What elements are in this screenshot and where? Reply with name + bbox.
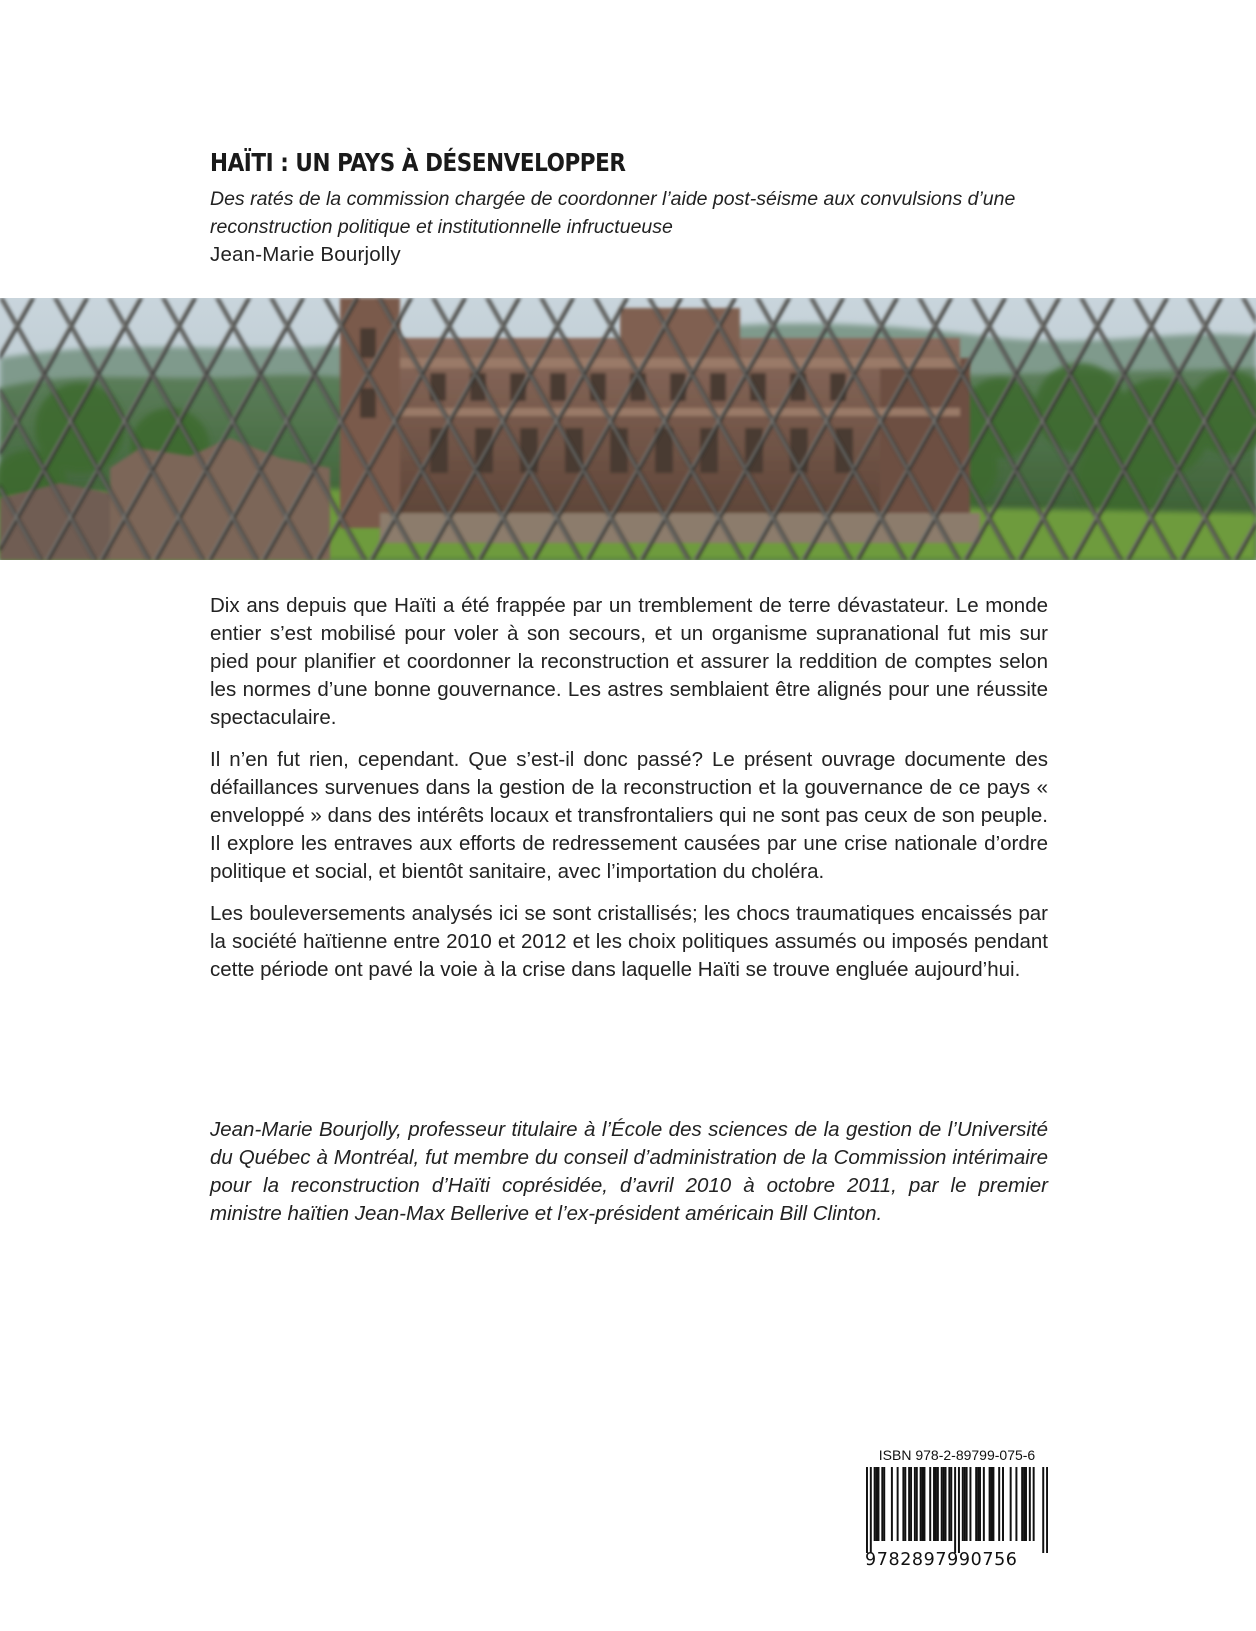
cover-photo — [0, 298, 1256, 560]
barcode-bar — [975, 1467, 977, 1541]
barcode-bar — [1029, 1467, 1031, 1541]
barcode-bar — [998, 1467, 1000, 1541]
barcode-bar — [933, 1467, 935, 1541]
barcode-bar — [941, 1467, 943, 1541]
book-title: HAÏTI : UN PAYS À DÉSENVELOPPER — [210, 148, 626, 177]
barcode-bar — [983, 1467, 985, 1541]
description-paragraph: Dix ans depuis que Haïti a été frappée par un tremblement de terre dévastateur. Le monde entier s’est mobilisé pour voler à son secours, et un organisme supranational fut mis sur pied pour planifier et coordonner la reconstruction et assurer la reddition de comptes selon les normes d’une bonne gouvernance. Les astres semblaient être alignés pour une réussite spectaculaire. — [210, 594, 1048, 729]
barcode-bar — [920, 1467, 922, 1541]
barcode-bar — [1023, 1467, 1025, 1541]
description — [210, 592, 1048, 998]
barcode-bar — [914, 1467, 916, 1541]
barcode-bar — [904, 1467, 906, 1541]
description-paragraph: Il n’en fut rien, cependant. Que s’est-il donc passé? Le présent ouvrage documente des défaillances survenues dans la gestion de la reconstruction et la gouvernance de ce pays « enveloppé » dans des intérêts locaux et transfrontaliers qui ne sont pas ceux de son peuple. Il explore les entraves aux efforts de redressement causées par une crise nationale d’ordre politique et social, et bientôt sanitaire, avec l’importation du choléra. — [210, 748, 1048, 883]
isbn-label: ISBN 978-2-89799-075-6 — [878, 1447, 1036, 1463]
barcode-bar — [910, 1467, 912, 1541]
ruins-behind-fence-image — [0, 298, 1256, 560]
barcode-bar — [977, 1467, 979, 1541]
barcode-bar — [1021, 1467, 1023, 1541]
barcode-bar — [945, 1467, 947, 1541]
barcode-bar — [969, 1467, 971, 1541]
barcode-bar — [958, 1467, 960, 1553]
barcode-bar — [874, 1467, 876, 1541]
barcode-bar — [922, 1467, 924, 1541]
barcode-bar — [989, 1467, 991, 1541]
barcode-bar — [883, 1467, 885, 1541]
barcode-bar — [916, 1467, 918, 1541]
author-bio: Jean-Marie Bourjolly, professeur titulaire à l’École des sciences de la gestion de l’Université du Québec à Montréal, fut membre du conseil d’administration de la Commission intérimaire pour la reconstruction d’Haïti coprésidée, d’avril 2010 à octobre 2011, par le premier ministre haïtien Jean-Max Bellerive et l’ex-président américain Bill Clinton. — [210, 1118, 1048, 1225]
barcode-bar — [1002, 1467, 1004, 1541]
barcode-bar — [877, 1467, 879, 1541]
book-author: Jean-Marie Bourjolly — [210, 243, 401, 266]
description-paragraph: Les bouleversements analysés ici se sont cristallisés; les chocs traumatiques encaissés par la société haïtienne entre 2010 et 2012 et les choix politiques assumés ou imposés pendant cette période ont pavé la voie à la crise dans laquelle Haïti se trouve engluée aujourd’hui. — [210, 902, 1048, 981]
barcode — [866, 1447, 1048, 1570]
barcode-bar — [1010, 1467, 1012, 1541]
barcode-bar — [866, 1467, 868, 1553]
barcode-bar — [891, 1467, 893, 1541]
barcode-bar — [897, 1467, 899, 1541]
barcode-bar — [1033, 1467, 1035, 1541]
barcode-bar — [1046, 1467, 1048, 1553]
barcode-bar — [979, 1467, 981, 1541]
barcode-bar — [902, 1467, 904, 1541]
barcode-bar — [1042, 1467, 1044, 1553]
barcode-digits: 9782897990756 — [865, 1550, 1018, 1570]
barcode-bar — [935, 1467, 937, 1541]
barcode-bar — [923, 1467, 925, 1541]
barcode-bar — [870, 1467, 872, 1553]
barcode-bar — [966, 1467, 968, 1541]
barcode-bar — [962, 1467, 964, 1541]
barcode-bar — [876, 1467, 878, 1541]
barcode-bar — [964, 1467, 966, 1541]
cover-header — [210, 148, 1050, 267]
barcode-bar — [1015, 1467, 1017, 1541]
barcode-bar — [929, 1467, 931, 1541]
barcode-bar — [1025, 1467, 1027, 1541]
barcode-bar — [943, 1467, 945, 1541]
barcode-bar — [954, 1467, 956, 1553]
barcode-bar — [950, 1467, 952, 1541]
barcode-bar — [992, 1467, 994, 1541]
barcode-bar — [937, 1467, 939, 1541]
barcode-bar — [881, 1467, 883, 1541]
barcode-bar — [991, 1467, 993, 1541]
book-subtitle: Des ratés de la commission chargée de coordonner l’aide post-séisme aux convulsions d’une reconstruction politique et institutionnelle infructueuse — [210, 188, 1016, 238]
barcode-bar — [948, 1467, 950, 1541]
barcode-bar — [908, 1467, 910, 1541]
barcode-bars — [866, 1467, 1048, 1553]
